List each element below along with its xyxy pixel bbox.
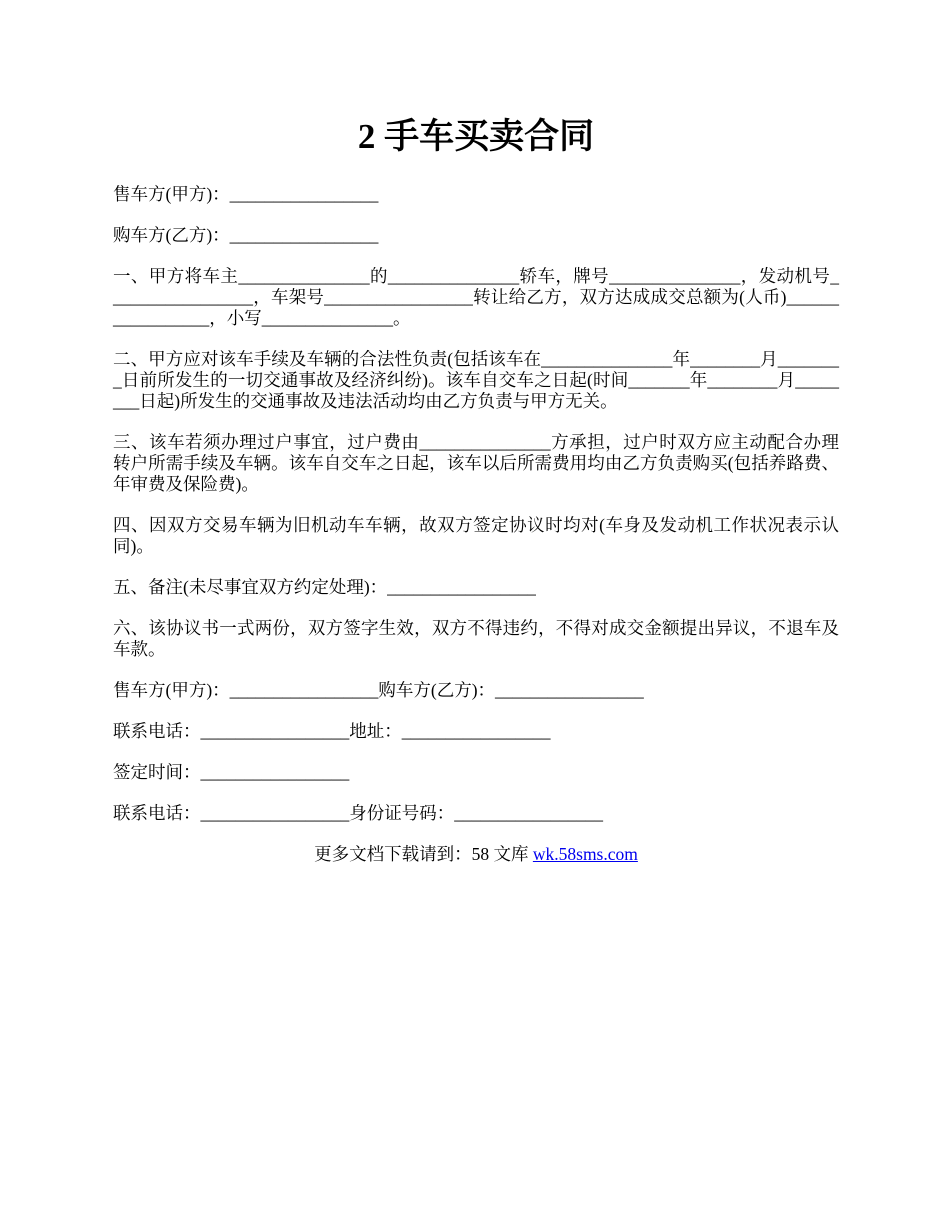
contact-id-line: 联系电话：_________________身份证号码：_________________: [113, 803, 603, 823]
buyer-line: 购车方(乙方)：_________________: [113, 225, 379, 245]
footer-text: 更多文档下载请到：58 文库: [314, 844, 533, 864]
clause-3: 三、该车若须办理过户事宜，过户费由_______________方承担，过户时双方应主动配合办理转户所需手续及车辆。该车自交车之日起，该车以后所需费用均由乙方负责购买(包括养路费、年审费及保险费)。: [113, 432, 839, 494]
footer-link[interactable]: wk.58sms.com: [532, 844, 638, 864]
clause-6: 六、该协议书一式两份，双方签字生效，双方不得违约，不得对成交金额提出异议，不退车及车款。: [113, 618, 839, 659]
seller-line: 售车方(甲方)：_________________: [113, 184, 379, 204]
clause-2: 二、甲方应对该车手续及车辆的合法性负责(包括该车在_______________年________月________日前所发生的一切交通事故及经济纠纷)。该车自交车之日起(时间_______年________月________日起)所发生的交通事故及违法活动均由乙方负责与甲方无关。: [113, 349, 839, 411]
signing-date-line: 签定时间：_________________: [113, 762, 350, 782]
contract-document: [113, 0, 839, 865]
signature-line: 售车方(甲方)：_________________购车方(乙方)：_________________: [113, 680, 644, 700]
contact-address-line: 联系电话：_________________地址：_________________: [113, 721, 551, 741]
clause-5: 五、备注(未尽事宜双方约定处理)：_________________: [113, 577, 536, 597]
document-title: 2 手车买卖合同: [357, 117, 595, 156]
clause-1: 一、甲方将车主_______________的_______________轿车，牌号_______________，发动机号_________________，车架号_________________转让给乙方，双方达成成交总额为(人币)_________________，小写_______________。: [113, 266, 839, 328]
clause-4: 四、因双方交易车辆为旧机动车车辆，故双方签定协议时均对(车身及发动机工作状况表示认同)。: [113, 515, 839, 556]
download-footer: [113, 844, 839, 865]
